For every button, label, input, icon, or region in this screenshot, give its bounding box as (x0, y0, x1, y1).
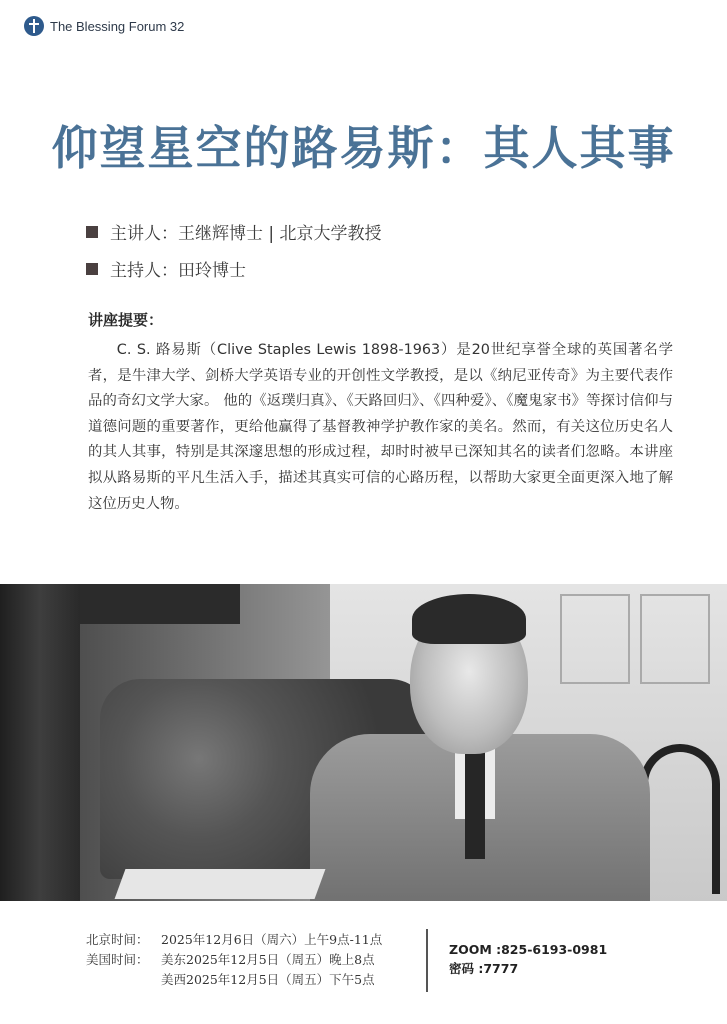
zoom-meeting-id[interactable]: ZOOM :825-6193-0981 (449, 942, 608, 957)
speaker-text: 主讲人：王继辉博士 | 北京大学教授 (110, 224, 382, 244)
zoom-info (449, 940, 607, 978)
photo-curtain (0, 584, 80, 901)
photo-wall-panel (640, 594, 710, 684)
abstract-heading: 讲座提要： (88, 311, 164, 329)
header (24, 16, 184, 36)
photo-window (80, 584, 240, 624)
us-time-label: 美国时间： (86, 952, 149, 967)
speaker-line (86, 219, 382, 244)
photo-wall-panel (560, 594, 630, 684)
abstract-body: C. S. 路易斯（Clive Staples Lewis 1898-1963）是20世纪享誉全球的英国著名学者，是牛津大学、剑桥大学英语专业的开创性文学教授，是以《纳尼亚传奇》为主要代表作品的奇幻文学大家。 他的《返璞归真》、《天路回归》、《四种爱》、《魔鬼家书》等探讨信仰与道德问题的重要著作，更给他赢得了基督教神学护教作家的美名。然而，有关这位历史名人的其人其事，特别是其深邃思想的形成过程，却时时被早已深知其名的读者们忽略。本讲座拟从路易斯的平凡生活入手，描述其真实可信的心路历程，以帮助大家更全面更深入地了解这位历史人物。 (88, 342, 673, 512)
square-bullet-icon (86, 226, 98, 238)
host-text: 主持人：田玲博士 (110, 261, 246, 281)
beijing-time-value: 2025年12月6日（周六）上午9点-11点 (161, 932, 383, 947)
photo-tie (465, 749, 485, 859)
beijing-time-label: 北京时间： (86, 932, 149, 947)
portrait-photo (0, 584, 727, 901)
us-west-time-value: 美西2025年12月5日（周五）下午5点 (161, 972, 375, 987)
host-line (86, 256, 246, 281)
footer-divider (426, 929, 428, 992)
header-org-name: The Blessing Forum 32 (50, 18, 185, 34)
blessing-forum-logo-icon (24, 16, 44, 36)
photo-man-hair (412, 594, 526, 644)
page-title: 仰望星空的路易斯：其人其事 (51, 121, 676, 175)
schedule-block (86, 930, 382, 990)
zoom-password: 密码 :7777 (449, 961, 519, 976)
us-east-time-value: 美东2025年12月5日（周五）晚上8点 (161, 952, 375, 967)
photo-chair (640, 744, 720, 894)
photo-paper (115, 869, 326, 899)
square-bullet-icon (86, 263, 98, 275)
